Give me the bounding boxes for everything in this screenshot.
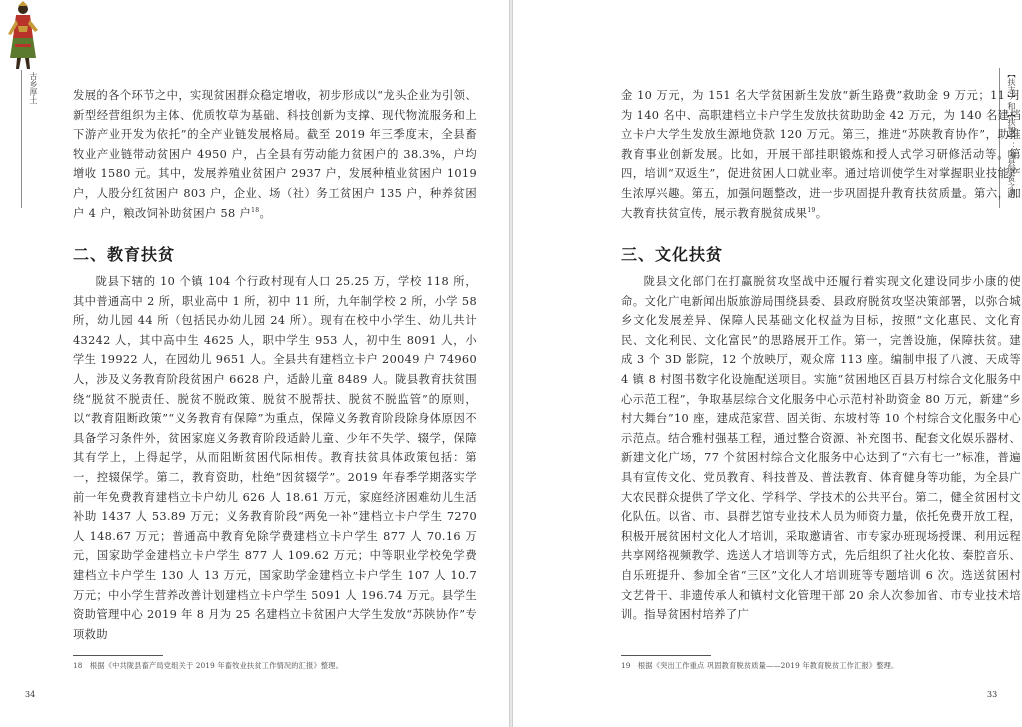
body-text-top (73, 86, 477, 223)
body-text-top (621, 86, 1021, 223)
page-number: 34 (25, 690, 36, 699)
body-text-main (621, 272, 1021, 625)
right-page (512, 0, 1022, 727)
section-heading: 二、教育扶贫 (73, 245, 176, 264)
paragraph: 陇县文化部门在打赢脱贫攻坚战中还履行着实现文化建设同步小康的使命。文化广电新闻出版旅游局围绕县委、县政府脱贫攻坚决策部署，以弥合城乡文化发展差异、保障人民基础文化权益为目标，按照“文化惠民、文化育民、文化利民、文化富民”的思路展开工作。第一，完善设施，保障扶贫。建成 3 个 3D 影院，12 个放映厅，观众席 113 座。编制申报了八渡、天成等 4 镇 8 村图书数字化设施配送项目。实施“贫困地区百县万村综合文化服务中心示范工程”，争取基层综合文化服务中心示范村补助资金 80 万元，新建“乡村大舞台”10 座，建成范家营、固关街、东坡村等 10 个村综合文化服务中心示范点。结合雅村强基工程，通过整合资源、补充图书、配套文化娱乐器材、新建文化广场，77 个贫困村综合文化服务中心达到了“六有七一”标准，普遍具有宣传文化、党员教育、科技普及、普法教育、体育健身等功能，为全县广大农民群众提供了学文化、学科学、学技术的公共平台。第二，健全贫困村文化队伍。以省、市、县群艺馆专业技术人员为师资力量，依托免费开放工程，积极开展贫困村文化人才培训，采取邀请省、市专家办班现场授课、利用远程共享网络视频教学、选送人才培训等方式，先后组织了社火化妆、秦腔音乐、自乐班提升、参加全省“三区”文化人才培训班等专题培训 6 次。选送贫困村文艺骨干、非遗传承人和镇村文化管理干部 20 余人次参加省、市专业技术培训。指导贫困村培养了广 (621, 275, 1021, 622)
shadow-puppet-ornament-icon (6, 0, 40, 70)
paragraph-continued: 金 10 万元，为 151 名大学贫困新生发放“新生路费”救助金 9 万元；11 月为 140 名中、高职建档立卡户学生发放扶贫助助金 42 万元，为 140 名建档立卡户大学生发放生源地贷款 120 万元。第三，推进“苏陕教育协作”，助推教育事业创新发展。比如，开展干部挂职锻炼和授人式学习研修活动等。第四，培训“双返生”，促进贫困人口就业率。通过培训使学生对掌握职业技能产生浓厚兴趣。第五，加强问题整改，进一步巩固提升教育扶贫质量。第六，加大教育扶贫宣传，展示教育脱贫成果$^{19}$。 (621, 89, 1021, 220)
footnote-rule (73, 655, 163, 656)
left-page (0, 0, 510, 727)
side-rule (21, 70, 22, 208)
footnote: 18 根据《中共陇县畜产局党组关于 2019 年畜牧业扶贫工作情况的汇报》整理。 (73, 661, 344, 670)
running-title: 【扶志】和【扶智】：陇县脱贫之路 (1007, 70, 1016, 198)
footnote-ref[interactable]: 19 (807, 206, 816, 214)
paragraph: 陇县下辖的 10 个镇 104 个行政村现有人口 25.25 万，学校 118 所，其中普通高中 2 所，职业高中 1 所，初中 11 所，九年制学校 2 所，小学 58 所，幼儿园 44 所（包括民办幼儿园 24 所）。现有在校中小学生、幼儿共计 43242 人，其中高中生 4625 人，职中学生 953 人，初中生 8091 人，小学生 19922 人，在园幼儿 9651 人。全县共有建档立卡户 20049 户 74960 人，涉及义务教育阶段贫困户 6628 户，适龄儿童 8489 人。陇县教育扶贫围绕“脱贫不脱责任、脱贫不脱政策、脱贫不脱帮扶、脱贫不脱监管”的原则，以“教育阻断政策”“义务教育有保障”为重点，保障义务教育阶段除身体原因不具备学习条件外，贫困家庭义务教育阶段适龄儿童、少年不失学、辍学，保障其有学上，上得起学，从而阻断贫困代际相传。教育扶贫具体政策包括：第一，控辍保学。第二，教育资助，杜绝“因贫辍学”。2019 年春季学期落实学前一年免费教育建档立卡户幼儿 626 人 18.61 万元，家庭经济困难幼儿生活补助 1437 人 53.89 万元；义务教育阶段“两免一补”建档立卡户学生 7270 人 148.67 万元；普通高中教育免除学费建档立卡户学生 877 人 70.16 万元，国家助学金建档立卡户学生 877 人 109.62 万元；中等职业学校免学费建档立卡户学生 130 人 13 万元，国家助学金建档立卡户学生 107 人 10.7 万元；中小学生营养改善计划建档立卡户学生 5091 人 196.74 万元。县学生资助管理中心 2019 年 8 月为 25 名建档立卡贫困户大学生发放“苏陕协作”专项救助 (73, 275, 477, 641)
footnote-ref[interactable]: 18 (251, 206, 260, 214)
paragraph-continued: 发展的各个环节之中，实现贫困群众稳定增收，初步形成以“龙头企业为引领、新型经营组织为主体、优质牧草为基础、科技创新为支撑、现代物流服务和上下游产业开发为依托”的全产业链发展格局。截至 2019 年三季度末，全县畜牧业产业链带动贫困户 4950 户，占全县有劳动能力贫困户的 38.3%，户均增收 1580 元。其中，发展养殖业贫困户 2937 户，发展种植业贫困户 1019 户，人股分红贫困户 803 户，企业、场（社）务工贫困户 135 户，种养贫困户 4 户，粮改饲补助贫困户 58 户$^{18}$。 (73, 89, 477, 220)
section-heading: 三、文化扶贫 (621, 245, 724, 264)
running-title: 古乡厚土 (29, 72, 38, 104)
footnote-rule (621, 655, 711, 656)
body-text-main (73, 272, 477, 644)
page-number: 33 (987, 690, 998, 699)
footnote: 19 根据《突出工作重点 巩固教育脱贫质量——2019 年教育脱贫工作汇报》整理。 (621, 661, 899, 670)
